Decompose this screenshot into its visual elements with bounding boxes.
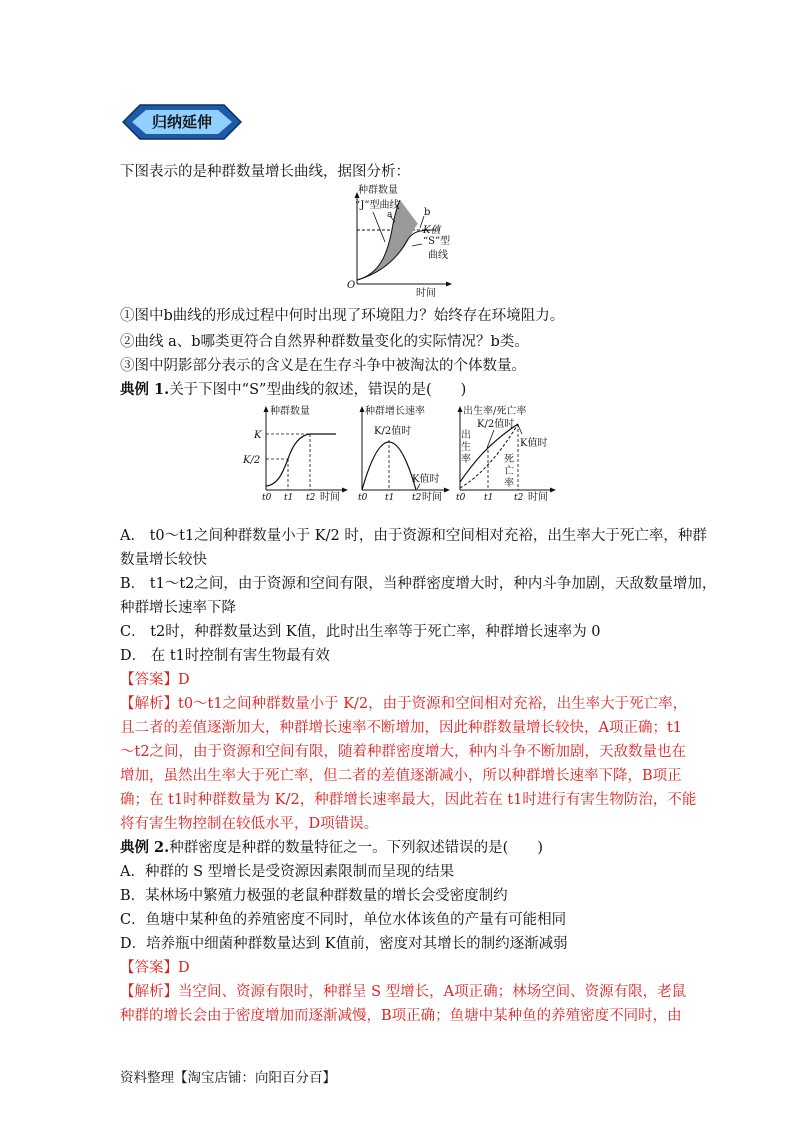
example-1-graph-birth-death: [454, 402, 558, 504]
example-1-text: 关于下图中“S”型曲线的叙述，错误的是( ): [169, 382, 467, 398]
example-2-text: 种群密度是种群的数量特征之一。下列叙述错误的是( ): [169, 840, 543, 856]
g3-birth-1: 出: [461, 430, 471, 441]
point-3: ③图中阴影部分表示的含义是在生存斗争中被淘汰的个体数量。: [120, 358, 526, 374]
example-2-head: 典例 2.: [120, 839, 170, 856]
g1-K: K: [254, 430, 262, 441]
ex1-analysis-4: 增加，虽然出生率大于死亡率，但二者的差值逐渐减小，所以种群增长速率下降，B项正: [120, 768, 682, 784]
g1-ylabel: 种群数量: [270, 406, 310, 417]
g3-death-3: 率: [504, 478, 514, 489]
ex2-answer: 【答案】D: [120, 960, 190, 976]
fig1-ylabel: 种群数量: [358, 185, 398, 196]
g2-xlabel: 时间: [422, 492, 442, 503]
ex2-option-c: C．鱼塘中某种鱼的养殖密度不同时，单位水体该鱼的产量有可能相同: [120, 912, 567, 928]
point-1: ①图中b曲线的形成过程中何时出现了环境阻力？始终存在环境阻力。: [120, 308, 565, 324]
example-1-graph-population: [238, 402, 348, 504]
ex1-option-a-2: 数量增长较快: [120, 552, 207, 568]
g3-death-2: 亡: [504, 466, 514, 477]
g3-death-1: 死: [504, 454, 514, 465]
ex2-option-b: B．某林场中繁殖力极强的老鼠种群数量的增长会受密度制约: [120, 888, 508, 904]
g3-k2: K/2值时: [477, 419, 515, 430]
ex1-analysis-1: 【解析】t0～t1之间种群数量小于 K/2，由于资源和空间相对充裕，出生率大于死亡率，: [120, 696, 688, 712]
example-1-head: 典例 1.: [120, 381, 170, 398]
intro-text: 下图表示的是种群数量增长曲线，据图分析：: [120, 164, 410, 180]
g3-ylabel: 出生率/死亡率: [463, 406, 527, 417]
g1-xlabel: 时间: [320, 492, 340, 503]
fig1-k-label: K值: [423, 225, 441, 236]
ex1-analysis-5: 确；在 t1时种群数量为 K/2，种群增长速率最大，因此若在 t1时进行有害生物防治，不能: [120, 792, 697, 808]
ex2-analysis-2: 种群的增长会由于密度增加而逐渐减慢，B项正确；鱼塘中某种鱼的养殖密度不同时，由: [120, 1008, 682, 1024]
g3-t1: t1: [484, 493, 494, 503]
ex2-option-d: D．培养瓶中细菌种群数量达到 K值前，密度对其增长的制约逐渐减弱: [120, 936, 568, 952]
section-banner: [122, 102, 242, 142]
fig1-j-label: “J”型曲线: [355, 200, 400, 211]
ex1-analysis-6: 将有害生物控制在较低水平，D项错误。: [120, 816, 379, 832]
fig1-s-label-2: 曲线: [428, 250, 448, 261]
jscurve-figure: [340, 184, 460, 298]
example-2-question: [120, 838, 543, 858]
point-2: ②曲线 a、b哪类更符合自然界种群数量变化的实际情况？b类。: [120, 334, 529, 350]
g2-ylabel: 种群增长速率: [365, 406, 425, 417]
ex2-analysis-1: 【解析】当空间、资源有限时，种群呈 S 型增长，A项正确；林场空间、资源有限，老鼠: [120, 984, 687, 1000]
g3-xlabel: 时间: [528, 492, 548, 503]
footer-source: 资料整理【淘宝店铺：向阳百分百】: [120, 1070, 336, 1086]
ex2-option-a: A．种群的 S 型增长是受资源因素限制而呈现的结果: [120, 864, 455, 880]
fig1-s-label-1: “S”型: [423, 236, 451, 247]
g3-kval: K值时: [520, 438, 548, 449]
banner-label: 归纳延伸: [151, 113, 212, 131]
g1-t2: t2: [306, 493, 316, 503]
g2-t0: t0: [358, 493, 368, 503]
ex1-answer: 【答案】D: [120, 672, 190, 688]
g2-t1: t1: [385, 493, 395, 503]
g3-t2: t2: [514, 493, 524, 503]
g1-t1: t1: [284, 493, 294, 503]
fig1-xlabel: 时间: [416, 288, 436, 298]
ex1-option-b-2: 种群增长速率下降: [120, 600, 236, 616]
ex1-option-a-1: A． t0～t1之间种群数量小于 K/2 时，由于资源和空间相对充裕，出生率大于死亡率，种群: [120, 528, 707, 544]
fig1-origin: O: [347, 280, 356, 291]
g1-t0: t0: [262, 493, 272, 503]
g2-peak: K/2值时: [374, 426, 412, 437]
ex1-option-d: D． 在 t1时控制有害生物最有效: [120, 648, 330, 664]
fig1-a: a: [387, 210, 393, 220]
ex1-option-c: C． t2时，种群数量达到 K值，此时出生率等于死亡率，种群增长速率为 0: [120, 624, 601, 640]
g3-birth-2: 生: [461, 442, 471, 453]
ex1-analysis-3: ～t2之间，由于资源和空间有限，随着种群密度增大，种内斗争不断加剧，天敌数量也在: [120, 744, 687, 760]
ex1-analysis-2: 且二者的差值逐渐加大，种群增长速率不断增加，因此种群数量增长较快，A项正确；t1: [120, 720, 683, 736]
g3-t0: t0: [456, 493, 466, 503]
ex1-option-b-1: B． t1～t2之间，由于资源和空间有限，当种群密度增大时，种内斗争加剧，天敌数量增加，: [120, 576, 717, 592]
g3-birth-3: 率: [461, 454, 471, 465]
example-1-graph-growth-rate: [352, 402, 452, 504]
fig1-b: b: [424, 207, 431, 218]
population-curve: [266, 434, 336, 486]
example-1-question: [120, 380, 466, 400]
g2-t2: t2: [412, 493, 422, 503]
g1-K2: K/2: [243, 455, 261, 466]
g2-kpoint: K值时: [412, 474, 440, 485]
